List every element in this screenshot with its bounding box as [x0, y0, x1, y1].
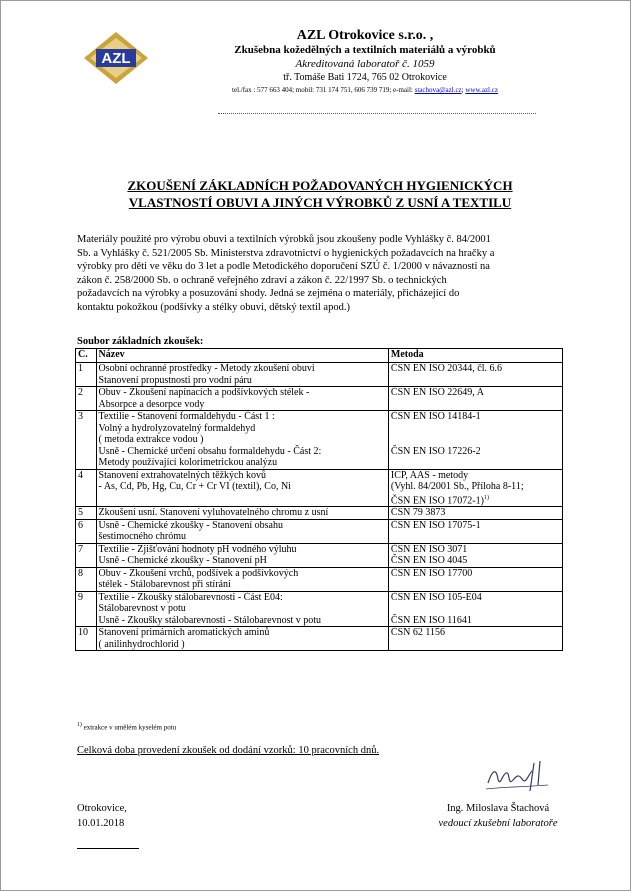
test-name-line: - As, Cd, Pb, Hg, Cu, Cr + Cr VI (textil), Co, Ni [98, 481, 291, 492]
test-name-line: ( anilinhydrochlorid ) [98, 638, 185, 650]
test-name-line: Osobní ochranné prostředky - Metody zkoušení obuvi [98, 363, 315, 374]
contact-phones: tel./fax : 577 663 404; mobil: 731 174 751, 606 739 719; e-mail: [232, 86, 415, 94]
col-header-no: Č. [76, 349, 97, 363]
intro-line: zákon č. 258/2000 Sb. o ochraně veřejného zdraví a zákon č. 22/1997 Sb. o technických [77, 274, 447, 286]
test-name [96, 543, 388, 567]
row-number: 9 [76, 591, 97, 627]
row-number: 7 [76, 543, 97, 567]
test-name-line: Textilie - Stanovení formaldehydu - Část 1 : [98, 411, 275, 422]
test-method-line [391, 592, 560, 604]
test-name [96, 469, 388, 507]
test-name-line: Textilie - Zkoušky stálobarevnosti - Část E04: [98, 591, 283, 603]
test-name-line: Usně - Chemické určení obsahu formaldehydu - Část 2: [98, 445, 322, 457]
test-name-line: Stanovení extrahovatelných těžkých kovů [98, 469, 266, 481]
test-method-text: ICP, AAS - metody [390, 469, 469, 481]
intro-line: kontaktu pokožkou (podšívky a stélky obuvi, dětský textil apod.) [77, 301, 350, 313]
header-divider [218, 113, 536, 114]
table-row [76, 567, 563, 591]
table-row [76, 591, 563, 627]
test-method-line [391, 615, 560, 627]
address: tř. Tomáše Bati 1724, 765 02 Otrokovice [283, 72, 447, 83]
test-method-line [391, 411, 560, 423]
test-method-line [391, 387, 560, 399]
test-method-text: ČSN EN ISO 17700 [390, 567, 473, 579]
test-name-line: Volný a hydrolyzovatelný formaldehyd [98, 422, 256, 434]
test-method-text: ČSN EN ISO 22649, A [390, 387, 484, 398]
test-name-line: Stanovení primárních aromatických aminů [98, 627, 270, 639]
test-name-line: Obuv - Zkoušení napínacích a podšívkových stélek - [98, 387, 310, 398]
test-method-line [391, 507, 560, 519]
test-name-line: stélek - Stálobarevnost při stírání [98, 579, 231, 591]
test-method [388, 543, 562, 567]
accreditation: Akreditovaná laboratoř č. 1059 [295, 58, 435, 70]
logo-text: AZL [101, 50, 131, 67]
intro-line: výrobky pro děti ve věku do 3 let a podle Metodického doporučení SZÚ č. 1/2000 v návaznosti na [77, 261, 490, 272]
test-method-text: (Vyhl. 84/2001 Sb., Příloha 8-11; [390, 481, 524, 492]
row-number: 8 [76, 567, 97, 591]
table-row [76, 469, 563, 507]
test-method-line [391, 363, 560, 375]
test-name-line: Stanovení propustnosti pro vodní páru [98, 374, 252, 386]
table-header-row [76, 349, 563, 363]
date: 10.01.2018 [77, 818, 125, 829]
document-title-line2: VLASTNOSTÍ OBUVI A JINÝCH VÝROBKŮ Z USNÍ A TEXTILU [128, 195, 512, 210]
test-method-line [391, 568, 560, 580]
test-name-line: Stálobarevnost v potu [98, 603, 186, 615]
test-name-line: Obuv - Zkoušení vrchů, podšívek a podšívkových [98, 567, 299, 579]
test-name-line: Textilie - Zjišťování hodnoty pH vodného výluhu [98, 543, 297, 555]
test-name [96, 627, 388, 651]
test-method-text: ČSN 62 1156 [390, 627, 445, 639]
test-method-text: ČSN EN ISO 20344, čl. 6.6 [390, 363, 503, 374]
row-number: 5 [76, 507, 97, 520]
footnote-mark: 1) [77, 722, 82, 728]
footnote-text: extrakce v umělém kyselém potu [81, 723, 177, 732]
date-underline [77, 848, 139, 849]
test-method [388, 387, 562, 411]
row-number: 3 [76, 411, 97, 470]
table-row [76, 363, 563, 387]
company-name: AZL Otrokovice s.r.o. , [296, 28, 434, 43]
test-method [388, 627, 562, 651]
test-method-text: ČSN EN ISO 11641 [390, 614, 472, 626]
test-method-line [391, 520, 560, 532]
table-row [76, 519, 563, 543]
test-name-line: Usně - Zkoušky stálobarevnosti - Stálobarevnost v potu [98, 614, 322, 626]
test-name-line: Zkoušení usní. Stanovení vyluhovatelného chromu z usní [98, 507, 329, 519]
test-method-text: ČSN EN ISO 3071 [390, 543, 468, 555]
test-name-line: Absorpce a desorpce vody [98, 398, 205, 410]
table-row [76, 387, 563, 411]
table-row [76, 627, 563, 651]
test-name [96, 567, 388, 591]
contact-line [150, 86, 580, 94]
test-name [96, 591, 388, 627]
azl-logo [84, 32, 148, 84]
table-row [76, 507, 563, 520]
row-number: 10 [76, 627, 97, 651]
col-header-name: Název [96, 349, 388, 363]
intro-line: Materiály použité pro výrobu obuvi a textilních výrobků jsou zkoušeny podle Vyhlášky č. 84/2001 [77, 234, 491, 245]
test-method-text: ČSN EN ISO 17072-1) [390, 494, 484, 506]
footnote [77, 722, 176, 731]
test-method-line [391, 423, 560, 435]
test-method-text: ČSN 79 3873 [390, 507, 446, 519]
test-method-line [391, 481, 560, 493]
test-name [96, 387, 388, 411]
test-name-line: šestimocného chrómu [98, 531, 187, 543]
test-method [388, 591, 562, 627]
handwritten-signature [482, 757, 552, 797]
test-method-line [391, 603, 560, 615]
test-method [388, 567, 562, 591]
row-number: 4 [76, 469, 97, 507]
footnote-reference: 1) [483, 494, 489, 501]
tests-table [75, 348, 563, 651]
test-name [96, 411, 388, 470]
intro-paragraph [77, 233, 565, 314]
test-method-text: ČSN EN ISO 17226-2 [390, 445, 481, 457]
test-method-line [391, 544, 560, 556]
test-method [388, 363, 562, 387]
test-name-line: ( metoda extrakce vodou ) [98, 434, 204, 445]
signer-name: Ing. Miloslava Štachová [446, 803, 550, 814]
test-method-text: ČSN EN ISO 14184-1 [390, 411, 481, 422]
table-row [76, 411, 563, 470]
test-method-line [391, 446, 560, 458]
row-number: 2 [76, 387, 97, 411]
test-name [96, 363, 388, 387]
test-name-line: Usně - Chemické zkoušky - Stanovení pH [98, 555, 267, 567]
contact-separator: ; [461, 86, 466, 94]
test-method-text: ČSN EN ISO 4045 [390, 555, 468, 567]
place: Otrokovice, [77, 803, 127, 814]
intro-line: požadavcích na výrobky a posuzování shody. Jedná se zejména o materiály, přicházející do [77, 288, 460, 299]
test-name [96, 507, 388, 520]
test-name [96, 519, 388, 543]
test-method [388, 519, 562, 543]
table-row [76, 543, 563, 567]
test-method-text: ČSN EN ISO 17075-1 [390, 519, 481, 531]
test-method [388, 411, 562, 470]
test-method-line [391, 493, 560, 507]
test-method-line [391, 470, 560, 482]
signer-role: vedoucí zkušební laboratoře [438, 818, 558, 829]
test-set-title: Soubor základních zkoušek: [77, 336, 204, 347]
lab-name: Zkušebna kožedělných a textilních materiálů a výrobků [234, 44, 496, 56]
col-header-method: Metoda [388, 349, 562, 363]
web-link[interactable]: www.azl.cz [465, 86, 498, 94]
test-name-line: Usně - Chemické zkoušky - Stanovení obsahu [98, 519, 283, 531]
test-method [388, 507, 562, 520]
total-time-note: Celková doba provedení zkoušek od dodání vzorků: 10 pracovních dnů. [77, 745, 380, 756]
row-number: 1 [76, 363, 97, 387]
test-name-line: Metody používající kolorimetrickou analýzu [98, 457, 278, 468]
intro-line: Sb. a Vyhlášky č. 521/2005 Sb. Ministerstva zdravotnictví o hygienických požadavcích na hračky a [77, 247, 495, 259]
row-number: 6 [76, 519, 97, 543]
tests-table-body [76, 363, 563, 651]
test-method-line [391, 627, 560, 639]
email-link[interactable]: stachova@azl.cz [414, 86, 462, 94]
test-method [388, 469, 562, 507]
test-method-line [391, 457, 560, 469]
test-method-line [391, 555, 560, 567]
test-method-text: ČSN EN ISO 105-E04 [390, 591, 482, 603]
test-method-line [391, 434, 560, 446]
document-title-line1: ZKOUŠENÍ ZÁKLADNÍCH POŽADOVANÝCH HYGIENICKÝCH [127, 178, 513, 193]
